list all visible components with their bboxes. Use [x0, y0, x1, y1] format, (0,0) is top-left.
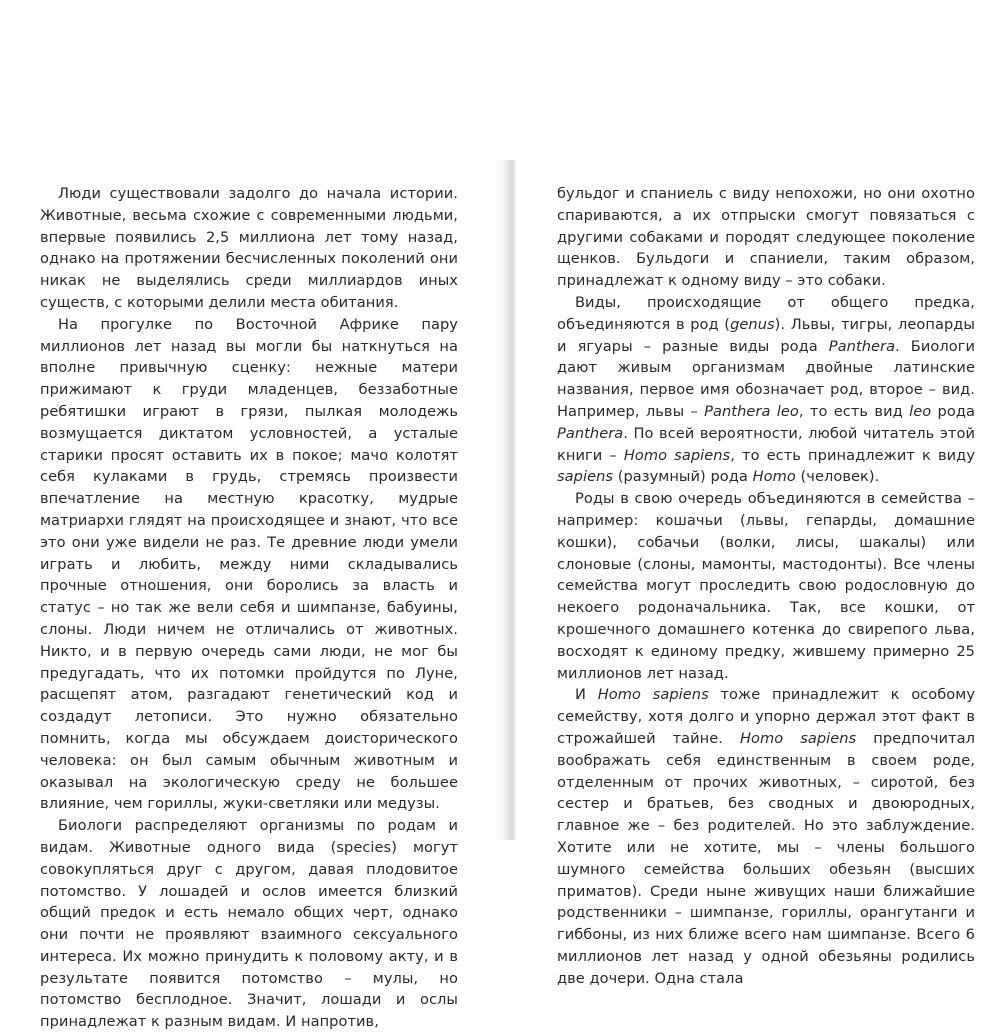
paragraph [40, 815, 458, 1033]
paragraph [557, 684, 975, 989]
body-text: Виды, происходящие от общего предка, объединяются в род ( [557, 293, 975, 333]
italic-text: Homo sapiens [623, 446, 731, 464]
italic-text: sapiens [557, 468, 614, 486]
body-text: тоже принадлежит к особому семейству, хотя долго и упорно держал этот факт в строжайшей тайне. [557, 686, 976, 747]
italic-text: Panthera leo [704, 402, 799, 420]
body-text: , то есть принадлежит к виду [730, 446, 976, 464]
body-text: . По всей вероятности, любой читатель этой книги – [557, 424, 975, 464]
right-page [557, 183, 975, 989]
paragraph [557, 183, 975, 292]
italic-text: genus [730, 315, 775, 333]
body-text: Люди существовали задолго до начала истории. Животные, весьма схожие с современными людьми, впервые появились 2,5 миллиона лет тому назад, однако на протяжении бесчисленных поколений они никак не выделялись среди миллиардов иных существ, с которыми делили места обитания. [40, 185, 458, 311]
body-text: . Биологи дают живым организмам двойные латинские названия, первое имя обозначает род, второе – вид. Например, львы – [557, 337, 975, 420]
body-text: рода [931, 402, 975, 420]
paragraph [557, 292, 975, 488]
paragraph [557, 488, 975, 684]
body-text: И [575, 686, 598, 704]
paragraph [40, 314, 458, 815]
body-text: , то есть вид [798, 402, 910, 420]
body-text: предпочитал воображать себя единственным в своем роде, отделенным от прочих животных, – сиротой, без сестер и братьев, без сводных и двоюродных, главное же – без родителей. Но это заблуждение. Хотите или не хотите, мы – члены большого шумного семейства больших обезьян (высших приматов). Среди ныне живущих наши ближайшие родственники – шимпанзе, гориллы, орангутанги и гиббоны, из них ближе всего нам шимпанзе. Всего 6 миллионов лет назад у одной обезьяны родились две дочери. Одна стала [557, 729, 976, 987]
book-gutter-shadow [494, 160, 518, 840]
body-text: ). Львы, тигры, леопарды и ягуары – разные виды рода [557, 315, 975, 355]
body-text: (человек). [795, 468, 880, 486]
body-text: бульдог и спаниель с виду непохожи, но они охотно спариваются, а их отпрыски смогут повязаться с другими собаками и породят следующее поколение щенков. Бульдоги и спаниели, таким образом, принадлежат к одному виду – это собаки. [557, 185, 975, 290]
body-text: (разумный) рода [613, 468, 753, 486]
body-text: Роды в свою очередь объединяются в семейства – например: кошачьи (львы, гепарды, домашние кошки), собачьи (волки, лисы, шакалы) или слоновые (слоны, мамонты, мастодонты). Все члены семейства могут проследить свою родословную до некоего родоначальника. Так, все кошки, от крошечного домашнего котенка до свирепого льва, восходят к единому предку, жившему примерно 25 миллионов лет назад. [557, 490, 975, 682]
italic-text: Panthera [828, 337, 896, 355]
body-text: На прогулке по Восточной Африке пару миллионов лет назад вы могли бы наткнуться на вполне привычную сценку: нежные матери прижимают к груди младенцев, беззаботные ребятишки играют в грязи, пылкая молодежь возмущается диктатом условностей, а усталые старики просят оставить их в покое; мачо колотят себя кулаками в грудь, стремясь произвести впечатление на местную красотку, мудрые матриархи глядят на происходящее и знают, что все это они уже видели не раз. Те древние люди умели играть и любить, между ними складывались прочные отношения, они боролись за власть и статус – но так же вели себя и шимпанзе, бабуины, слоны. Люди ничем не отличались от животных. Никто, и в первую очередь сами люди, не мог бы предугадать, что их потомки пройдутся по Луне, расщепят атом, разгадают генетический код и создадут летописи. Это нужно обязательно помнить, когда мы обсуждаем доисторического человека: он был самым обычным животным и оказывал на экологическую среду не большее влияние, чем гориллы, жуки-светляки или медузы. [40, 315, 458, 813]
paragraph [40, 183, 458, 314]
italic-text: Homo [752, 468, 796, 486]
body-text: Биологи распределяют организмы по родам и видам. Животные одного вида (species) могут совокупляться друг с другом, давая плодовитое потомство. У лошадей и ослов имеется близкий общий предок и есть немало общих черт, однако они почти не проявляют взаимного сексуального интереса. Их можно принудить к половому акту, и в результате появится потомство – мулы, но потомство бесплодное. Значит, лошади и ослы принадлежат к разным видам. И напротив, [40, 817, 458, 1031]
left-page [40, 183, 458, 1033]
italic-text: Homo sapiens [739, 729, 857, 747]
italic-text: leo [909, 402, 932, 420]
italic-text: Panthera [557, 424, 624, 442]
italic-text: Homo sapiens [597, 686, 709, 704]
